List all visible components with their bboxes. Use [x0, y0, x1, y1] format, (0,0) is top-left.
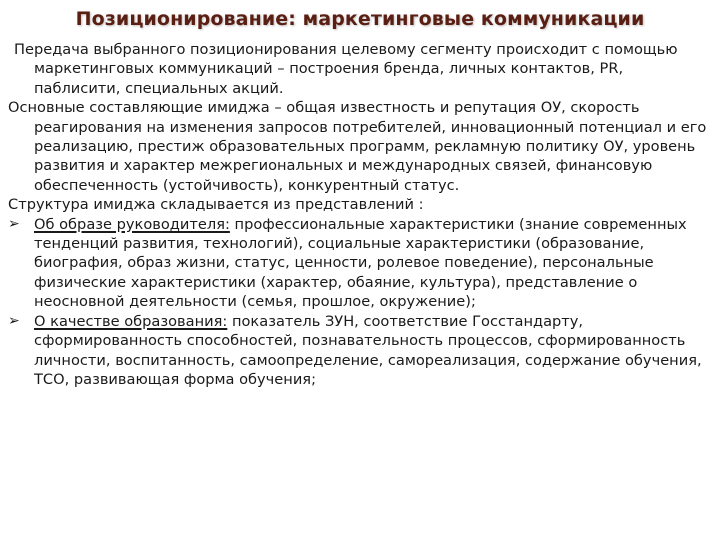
bullet-leader	[8, 215, 714, 312]
intro-lead: Передача выбранного позиционирования целевому сегменту происходит с помощью	[14, 41, 678, 58]
structure-emphasis: Структура имиджа	[8, 196, 156, 214]
bullet-leader-text: профессиональные характеристики (знание современных тенденций развития, технологий), социальные характеристики (образование, биография, образ жизни, статус, ценности, ролевое поведение), персональные физические характеристики (характер, обаяние, культура), представление о неосновной деятельности (семья, прошлое, окружение);	[34, 215, 687, 311]
slide-body	[8, 40, 714, 389]
components-paragraph	[8, 98, 714, 195]
structure-rest: складывается из представлений :	[155, 196, 424, 214]
intro-paragraph	[8, 40, 714, 98]
structure-paragraph	[8, 195, 714, 214]
bullet-quality-heading: О качестве образования:	[34, 312, 228, 330]
intro-rest: – построения бренда, личных контактов, PR, паблисити, специальных акций.	[34, 60, 624, 97]
slide-title: Позиционирование: маркетинговые коммуникации	[75, 8, 645, 30]
bullet-quality	[8, 312, 714, 390]
bullet-quality-text: показатель ЗУН, соответствие Госстандарту, сформированность способностей, познавательность процессов, сформированность личности, воспитанность, самоопределение, самореализация, содержание обучения, ТСО, развивающая форма обучения;	[34, 312, 702, 388]
arrow-bullet-icon: ➢	[8, 215, 20, 232]
bullet-leader-heading: Об образе руководителя:	[34, 215, 230, 233]
components-emphasis: Основные составляющие имиджа	[8, 99, 270, 117]
arrow-bullet-icon: ➢	[8, 312, 20, 329]
components-rest: – общая известность и репутация ОУ, скорость реагирования на изменения запросов потребителей, инновационный потенциал и его реализацию, престиж образовательных программ, рекламную политику ОУ, уровень развития и характер межрегиональных и международных связей, финансовую обеспеченность (устойчивость), конкурентный статус.	[34, 99, 707, 194]
intro-emphasis: маркетинговых коммуникаций	[34, 60, 273, 78]
